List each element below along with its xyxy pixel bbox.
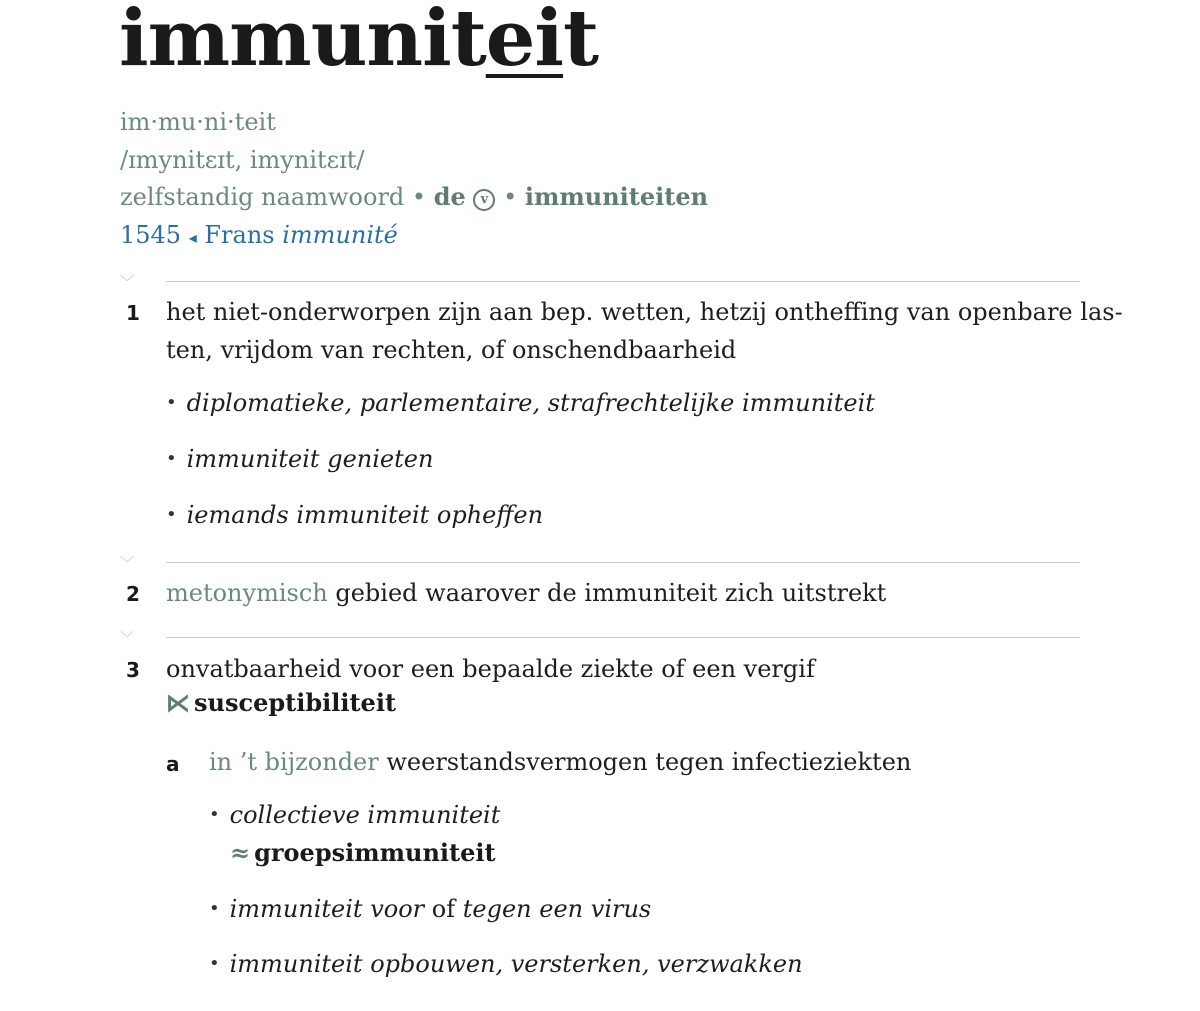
definition-text: gebied waarover de immuniteit zich uitstrekt (335, 579, 887, 607)
example-text: immuniteit opbouwen, versterken, verzwakken (229, 950, 803, 978)
etymology[interactable] (120, 221, 398, 250)
separator-dot: • (411, 183, 427, 211)
bullet: • (209, 804, 220, 825)
synonym-word: groepsimmuniteit (254, 838, 496, 867)
antonym[interactable] (166, 688, 396, 717)
divider (166, 562, 1080, 563)
example (209, 950, 803, 978)
bullet: • (166, 448, 177, 469)
etymology-word: immunité (282, 221, 398, 249)
divider (166, 281, 1080, 282)
bullet: • (209, 953, 220, 974)
usage-label[interactable]: in ’t bijzonder (209, 748, 379, 776)
definition-line: ten, vrijdom van rechten, of onschendbaarheid (166, 336, 737, 364)
plural-form: immuniteiten (524, 182, 709, 211)
headword (119, 0, 598, 86)
headword-part: immunit (119, 0, 486, 84)
synonym[interactable] (230, 838, 496, 867)
collapse-toggle-icon[interactable]: ﹀ (120, 556, 134, 572)
example-text: tegen een virus (462, 895, 652, 923)
usage-label[interactable]: metonymisch (166, 579, 328, 607)
collapse-toggle-icon[interactable]: ﹀ (120, 275, 134, 291)
article-info-icon[interactable]: v (473, 189, 495, 211)
example-text: immuniteit genieten (186, 445, 434, 473)
bullet: • (166, 504, 177, 525)
synonym-icon: ≈ (230, 838, 251, 867)
headword-stress: ei (485, 0, 564, 84)
sense-number: 2 (126, 582, 140, 606)
example (209, 801, 500, 829)
part-of-speech: zelfstandig naamwoord (120, 183, 405, 211)
bullet: • (166, 392, 177, 413)
example-text: iemands immuniteit opheffen (186, 501, 544, 529)
example (166, 389, 875, 417)
divider (166, 637, 1080, 638)
subsense-definition (209, 743, 911, 781)
subsense-letter: a (166, 752, 180, 776)
antonym-word: susceptibiliteit (194, 688, 397, 717)
example-text: diplomatieke, parlementaire, strafrechtelijke immuniteit (186, 389, 875, 417)
sense-definition (166, 293, 1123, 369)
example (209, 895, 651, 923)
definition-line: het niet-onderworpen zijn aan bep. wetten, hetzij ontheffing van openbare las- (166, 298, 1123, 326)
etymology-arrow-icon: ◂ (188, 228, 197, 247)
sense-definition: onvatbaarheid voor een bepaalde ziekte of een vergif (166, 655, 815, 683)
example (166, 445, 433, 473)
example-text: collectieve immuniteit (229, 801, 501, 829)
example-connector: of (431, 895, 456, 923)
article: de (433, 182, 466, 211)
pronunciation: /ɪmynitɛɪt, imynitɛɪt/ (120, 146, 365, 174)
sense-number: 3 (126, 658, 140, 682)
etymology-language: Frans (204, 221, 275, 249)
collapse-toggle-icon[interactable]: ﹀ (120, 631, 134, 647)
sense-definition (166, 574, 886, 612)
example (166, 501, 543, 529)
example-text: immuniteit voor (229, 895, 425, 923)
etymology-year: 1545 (120, 221, 182, 249)
bullet: • (209, 898, 220, 919)
separator-dot: • (503, 183, 518, 211)
definition-text: weerstandsvermogen tegen infectieziekten (386, 748, 912, 776)
antonym-icon: ⋉ (166, 688, 190, 717)
headword-part: t (563, 0, 599, 84)
sense-number: 1 (126, 301, 140, 325)
syllabification: im·mu·ni·teit (120, 108, 276, 136)
grammar-line (120, 183, 708, 212)
